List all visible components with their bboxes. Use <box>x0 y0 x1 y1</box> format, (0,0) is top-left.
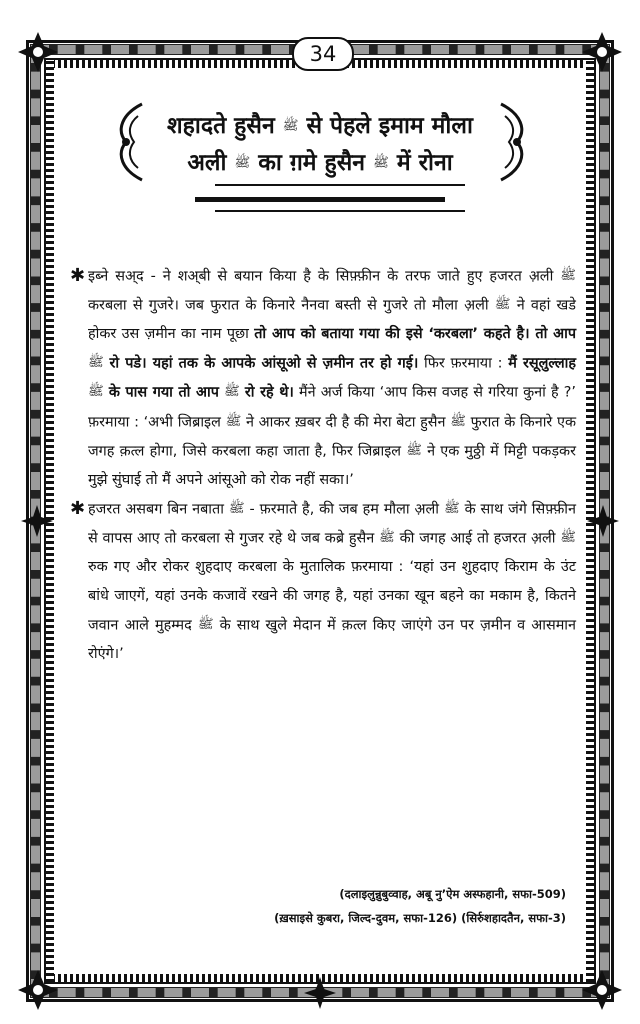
honorific-symbol: ﷺ <box>406 442 422 458</box>
reference-line: (ख़साइसे कुबरा, जिल्द-दुवम, सफा-126) (सिर्रुशहादतैन, सफा-3) <box>274 911 566 925</box>
bottom-ornament-icon <box>303 976 337 1010</box>
body-text: के साथ जंगे सिफ़्फ़ीन से वापस आए तो करबला से गुजर रहे थे जब कब्रे हुसैन <box>88 501 577 547</box>
body-text-bold: रो पडे। यहां तक के आपके आंसूओ से ज़मीन तर हो गई। <box>109 355 419 372</box>
reference-line: (दलाइलुन्नुबुव्वाह, अबू नु’ऐम अस्फहानी, सफा-509) <box>339 887 566 901</box>
corner-ornament-icon <box>16 968 60 1012</box>
body-text: हजरत असबग बिन नबाता <box>88 501 224 518</box>
honorific-symbol: ﷺ <box>560 530 577 546</box>
title-text: का ग़मे हुसैन <box>258 149 366 176</box>
body-text: मैंने अर्ज किया ‘आप किस वजह से गरिया कुनां है ?’ फ़रमाया : ‘अभी जिब्राइल <box>88 384 577 431</box>
paragraph-2 <box>70 495 577 669</box>
title-line-2 <box>100 145 540 182</box>
title-divider <box>215 184 465 186</box>
body-text-bold: तो आप को बताया गया की इसे ‘करबला’ कहते है। तो आप <box>254 326 577 343</box>
side-ornament-icon <box>20 504 54 538</box>
body-text: ने एक मुठ्ठी में मिट्टी पकड़कर मुझे सुंघाई तो मैं अपने आंसूओ को रोक नहीं सका।’ <box>88 443 576 489</box>
corner-ornament-icon <box>580 30 624 74</box>
honorific-symbol: ﷺ <box>197 616 214 632</box>
bullet-asterisk-icon: ✱ <box>70 497 86 519</box>
title-text: में रोना <box>396 149 453 176</box>
page-number: 34 <box>292 37 354 71</box>
body-text: करबला से गुजरे। जब फुरात के किनारे नैनवा बस्ती से गुजरे तो मौला अ़ली <box>88 297 489 314</box>
honorific-symbol: ﷺ <box>494 297 511 313</box>
honorific-symbol: ﷺ <box>450 413 466 429</box>
side-ornament-icon <box>586 504 620 538</box>
honorific-symbol: ﷺ <box>225 413 242 429</box>
corner-ornament-icon <box>16 30 60 74</box>
title-line-1 <box>100 108 540 145</box>
paragraph-1 <box>70 262 577 495</box>
honorific-symbol: ﷺ <box>282 118 299 134</box>
body-text: फुरात के किनारे एक जगह क़त्ल होगा, जिसे करबला कहा जाता है, फिर जिब्राइल <box>88 414 576 460</box>
page-title <box>100 108 540 181</box>
honorific-symbol: ﷺ <box>379 530 395 546</box>
body-text: ने वहां खडे होकर उस ज़मीन का नाम पूछा <box>88 297 576 343</box>
honorific-symbol: ﷺ <box>228 500 245 516</box>
body-text-bold: के पास गया तो आप <box>108 384 219 401</box>
title-text: शहादते हुसैन <box>167 113 275 139</box>
honorific-symbol: ﷺ <box>234 155 251 170</box>
honorific-symbol: ﷺ <box>224 384 240 400</box>
honorific-symbol: ﷺ <box>443 500 460 516</box>
corner-ornament-icon <box>580 968 624 1012</box>
article-body <box>70 262 577 669</box>
title-divider-thick <box>195 197 445 202</box>
body-text: इब्ने सअ्द - ने शअ्बी से बयान किया है के सिफ़्फ़ीन के तरफ जाते हुए हजरत अ़ली <box>88 268 554 285</box>
references <box>66 882 566 930</box>
body-text-bold: मैं रसूलुल्लाह <box>508 355 577 372</box>
body-text-bold: रो रहे थे। <box>244 384 294 401</box>
body-text: ने आकर ख़बर दी है की मेरा बेटा हुसैन <box>245 414 446 431</box>
body-text: फिर फ़रमाया : <box>424 355 503 372</box>
title-text: से पेहले इमाम मौला <box>306 113 473 139</box>
body-text: की जगह आई तो हजरत अ़ली <box>399 530 556 547</box>
title-text: अली <box>187 149 227 176</box>
body-text: - फ़रमाते है, की जब हम मौला अ़ली <box>249 501 440 518</box>
body-text: रुक गए और रोकर शुहदाए करबला के मुतालिक फ़रमाया : ‘यहां उन शुहदाए किराम के उंट बांधे जाएगें, यहां उनके कजावें रखने की जगह है, यहां उनका खून बहने का मकाम है, कितने जवान आले मुहम्मद <box>88 559 576 634</box>
title-divider <box>215 210 465 212</box>
honorific-symbol: ﷺ <box>373 155 389 170</box>
honorific-symbol: ﷺ <box>560 268 576 283</box>
honorific-symbol: ﷺ <box>88 384 104 400</box>
body-text: के साथ खुले मेदान में क़त्ल किए जाएंगे उन पर ज़मीन व आसमान रोएंगे।’ <box>88 617 577 663</box>
bullet-asterisk-icon: ✱ <box>70 265 86 286</box>
honorific-symbol: ﷺ <box>88 355 104 371</box>
